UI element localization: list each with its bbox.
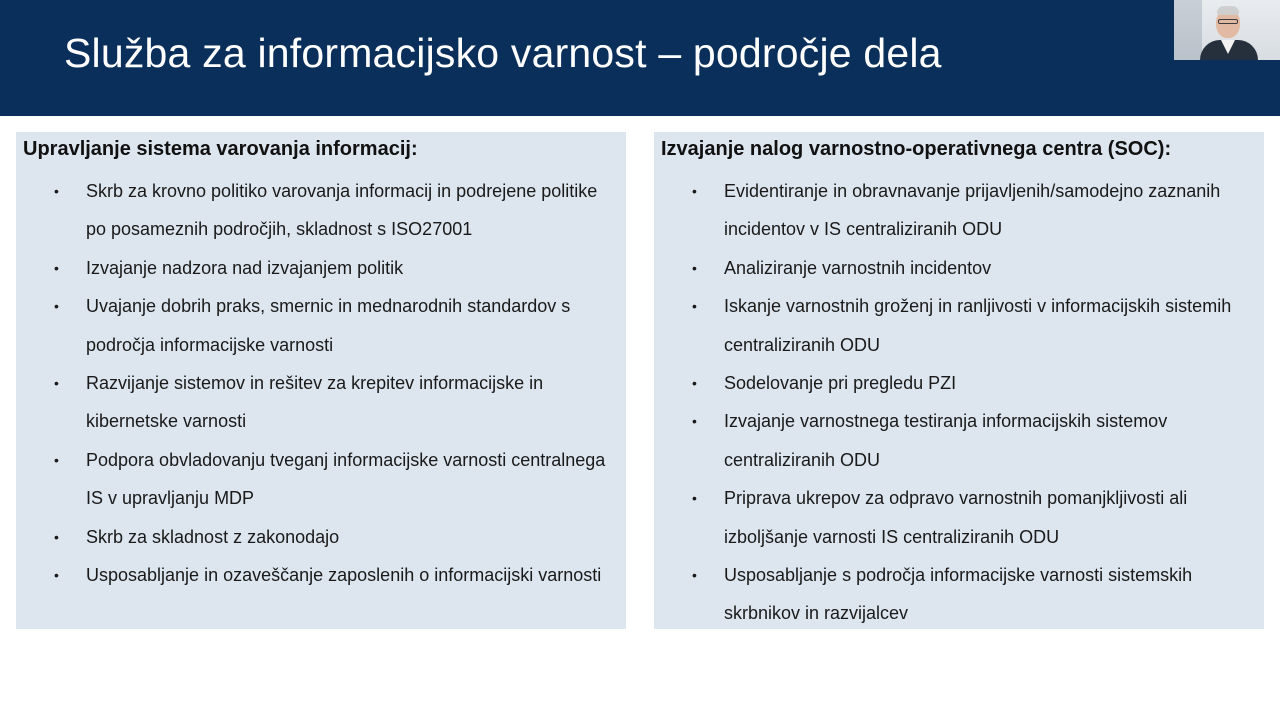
webcam-background-shelf	[1174, 0, 1202, 60]
list-item	[16, 441, 626, 518]
bullet-icon: •	[692, 183, 697, 199]
bullet-icon: •	[54, 298, 59, 315]
webcam-thumbnail	[1174, 0, 1280, 60]
right-panel-list	[654, 172, 1264, 633]
slide-title: Služba za informacijsko varnost – področje dela	[64, 30, 942, 76]
list-item	[654, 402, 1264, 479]
bullet-icon: •	[54, 259, 59, 276]
webcam-person-glasses	[1218, 19, 1238, 24]
left-panel	[16, 132, 626, 629]
bullet-icon: •	[692, 413, 697, 430]
list-item-text: Usposabljanje in ozaveščanje zaposlenih o informacijski varnosti	[86, 565, 602, 586]
list-item	[16, 518, 626, 556]
list-item-text: Iskanje varnostnih groženj in ranljivosti v informacijskih sistemih centraliziranih ODU	[724, 296, 1232, 355]
bullet-icon: •	[54, 528, 59, 545]
bullet-icon: •	[54, 183, 59, 199]
list-item-text: Skrb za skladnost z zakonodajo	[86, 526, 340, 547]
list-item-text: Evidentiranje in obravnavanje prijavljenih/samodejno zaznanih incidentov v IS centraliziranih ODU	[724, 181, 1221, 240]
list-item	[654, 172, 1264, 249]
bullet-icon: •	[54, 375, 59, 392]
list-item	[654, 249, 1264, 287]
left-panel-heading: Upravljanje sistema varovanja informacij:	[23, 138, 418, 160]
list-item-text: Podpora obvladovanju tveganj informacijske varnosti centralnega IS v upravljanju MDP	[86, 449, 606, 509]
list-item-text: Razvijanje sistemov in rešitev za krepitev informacijske in kibernetske varnosti	[86, 373, 544, 432]
bullet-icon: •	[692, 567, 697, 584]
webcam-person-hair	[1217, 6, 1239, 15]
right-panel	[654, 132, 1264, 629]
list-item	[16, 249, 626, 287]
list-item-text: Sodelovanje pri pregledu PZI	[724, 373, 957, 394]
bullet-icon: •	[692, 375, 697, 392]
list-item-text: Izvajanje varnostnega testiranja informacijskih sistemov centraliziranih ODU	[724, 411, 1168, 470]
bullet-icon: •	[54, 567, 59, 584]
list-item	[654, 287, 1264, 364]
left-panel-list	[16, 172, 626, 594]
list-item-text: Izvajanje nadzora nad izvajanjem politik	[86, 257, 404, 278]
bullet-icon: •	[692, 259, 697, 276]
bullet-icon: •	[692, 298, 697, 315]
right-panel-heading: Izvajanje nalog varnostno-operativnega centra (SOC):	[661, 138, 1172, 160]
list-item	[654, 556, 1264, 633]
list-item-text: Uvajanje dobrih praks, smernic in mednarodnih standardov s področja informacijske varnosti	[86, 296, 571, 355]
list-item	[654, 479, 1264, 556]
list-item-text: Analiziranje varnostnih incidentov	[724, 257, 992, 278]
list-item	[654, 364, 1264, 402]
list-item	[16, 364, 626, 441]
list-item	[16, 556, 626, 594]
list-item-text: Priprava ukrepov za odpravo varnostnih pomanjkljivosti ali izboljšanje varnosti IS centraliziranih ODU	[724, 488, 1188, 547]
list-item	[16, 172, 626, 249]
bullet-icon: •	[54, 451, 59, 468]
slide-title-bar	[0, 0, 1280, 116]
list-item-text: Skrb za krovno politiko varovanja informacij in podrejene politike po posameznih področjih, skladnost s ISO27001	[86, 181, 598, 240]
list-item-text: Usposabljanje s področja informacijske varnosti sistemskih skrbnikov in razvijalcev	[724, 565, 1193, 624]
list-item	[16, 287, 626, 364]
bullet-icon: •	[692, 490, 697, 507]
